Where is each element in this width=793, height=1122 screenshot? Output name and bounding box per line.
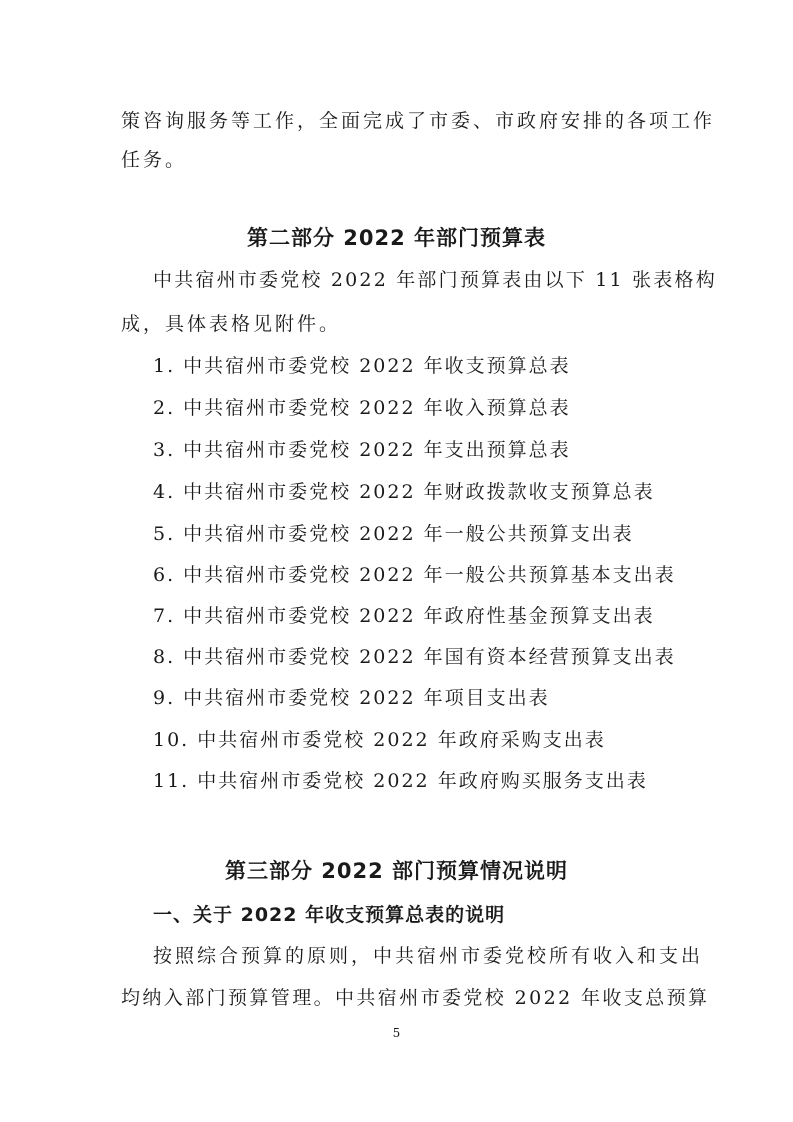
table-list-item: 9. 中共宿州市委党校 2022 年项目支出表 — [153, 687, 550, 709]
table-list-item: 5. 中共宿州市委党校 2022 年一般公共预算支出表 — [153, 523, 634, 545]
intro-line-1: 策咨询服务等工作，全面完成了市委、市政府安排的各项工作 — [121, 110, 716, 132]
table-list-item: 11. 中共宿州市委党校 2022 年政府购买服务支出表 — [153, 770, 648, 792]
part2-paragraph-line-2: 成，具体表格见附件。 — [121, 313, 342, 335]
intro-line-2: 任务。 — [121, 149, 188, 171]
table-list-item: 2. 中共宿州市委党校 2022 年收入预算总表 — [153, 397, 571, 419]
table-list-item: 3. 中共宿州市委党校 2022 年支出预算总表 — [153, 439, 571, 461]
table-list-item: 8. 中共宿州市委党校 2022 年国有资本经营预算支出表 — [153, 646, 676, 668]
part3-section1-heading: 一、关于 2022 年收支预算总表的说明 — [153, 904, 506, 926]
table-list-item: 6. 中共宿州市委党校 2022 年一般公共预算基本支出表 — [153, 564, 676, 586]
table-list-item: 10. 中共宿州市委党校 2022 年政府采购支出表 — [153, 729, 606, 751]
part3-paragraph-line-1: 按照综合预算的原则，中共宿州市委党校所有收入和支出 — [153, 945, 704, 967]
part2-title: 第二部分 2022 年部门预算表 — [246, 226, 547, 250]
part3-paragraph-line-2: 均纳入部门预算管理。中共宿州市委党校 2022 年收支总预算 — [121, 987, 710, 1009]
table-list-item: 1. 中共宿州市委党校 2022 年收支预算总表 — [153, 355, 571, 377]
part3-title: 第三部分 2022 部门预算情况说明 — [224, 859, 569, 883]
table-list-item: 4. 中共宿州市委党校 2022 年财政拨款收支预算总表 — [153, 481, 655, 503]
page-number: 5 — [392, 1026, 401, 1040]
part2-paragraph-line-1: 中共宿州市委党校 2022 年部门预算表由以下 11 张表格构 — [153, 269, 717, 291]
table-list-item: 7. 中共宿州市委党校 2022 年政府性基金预算支出表 — [153, 605, 655, 627]
